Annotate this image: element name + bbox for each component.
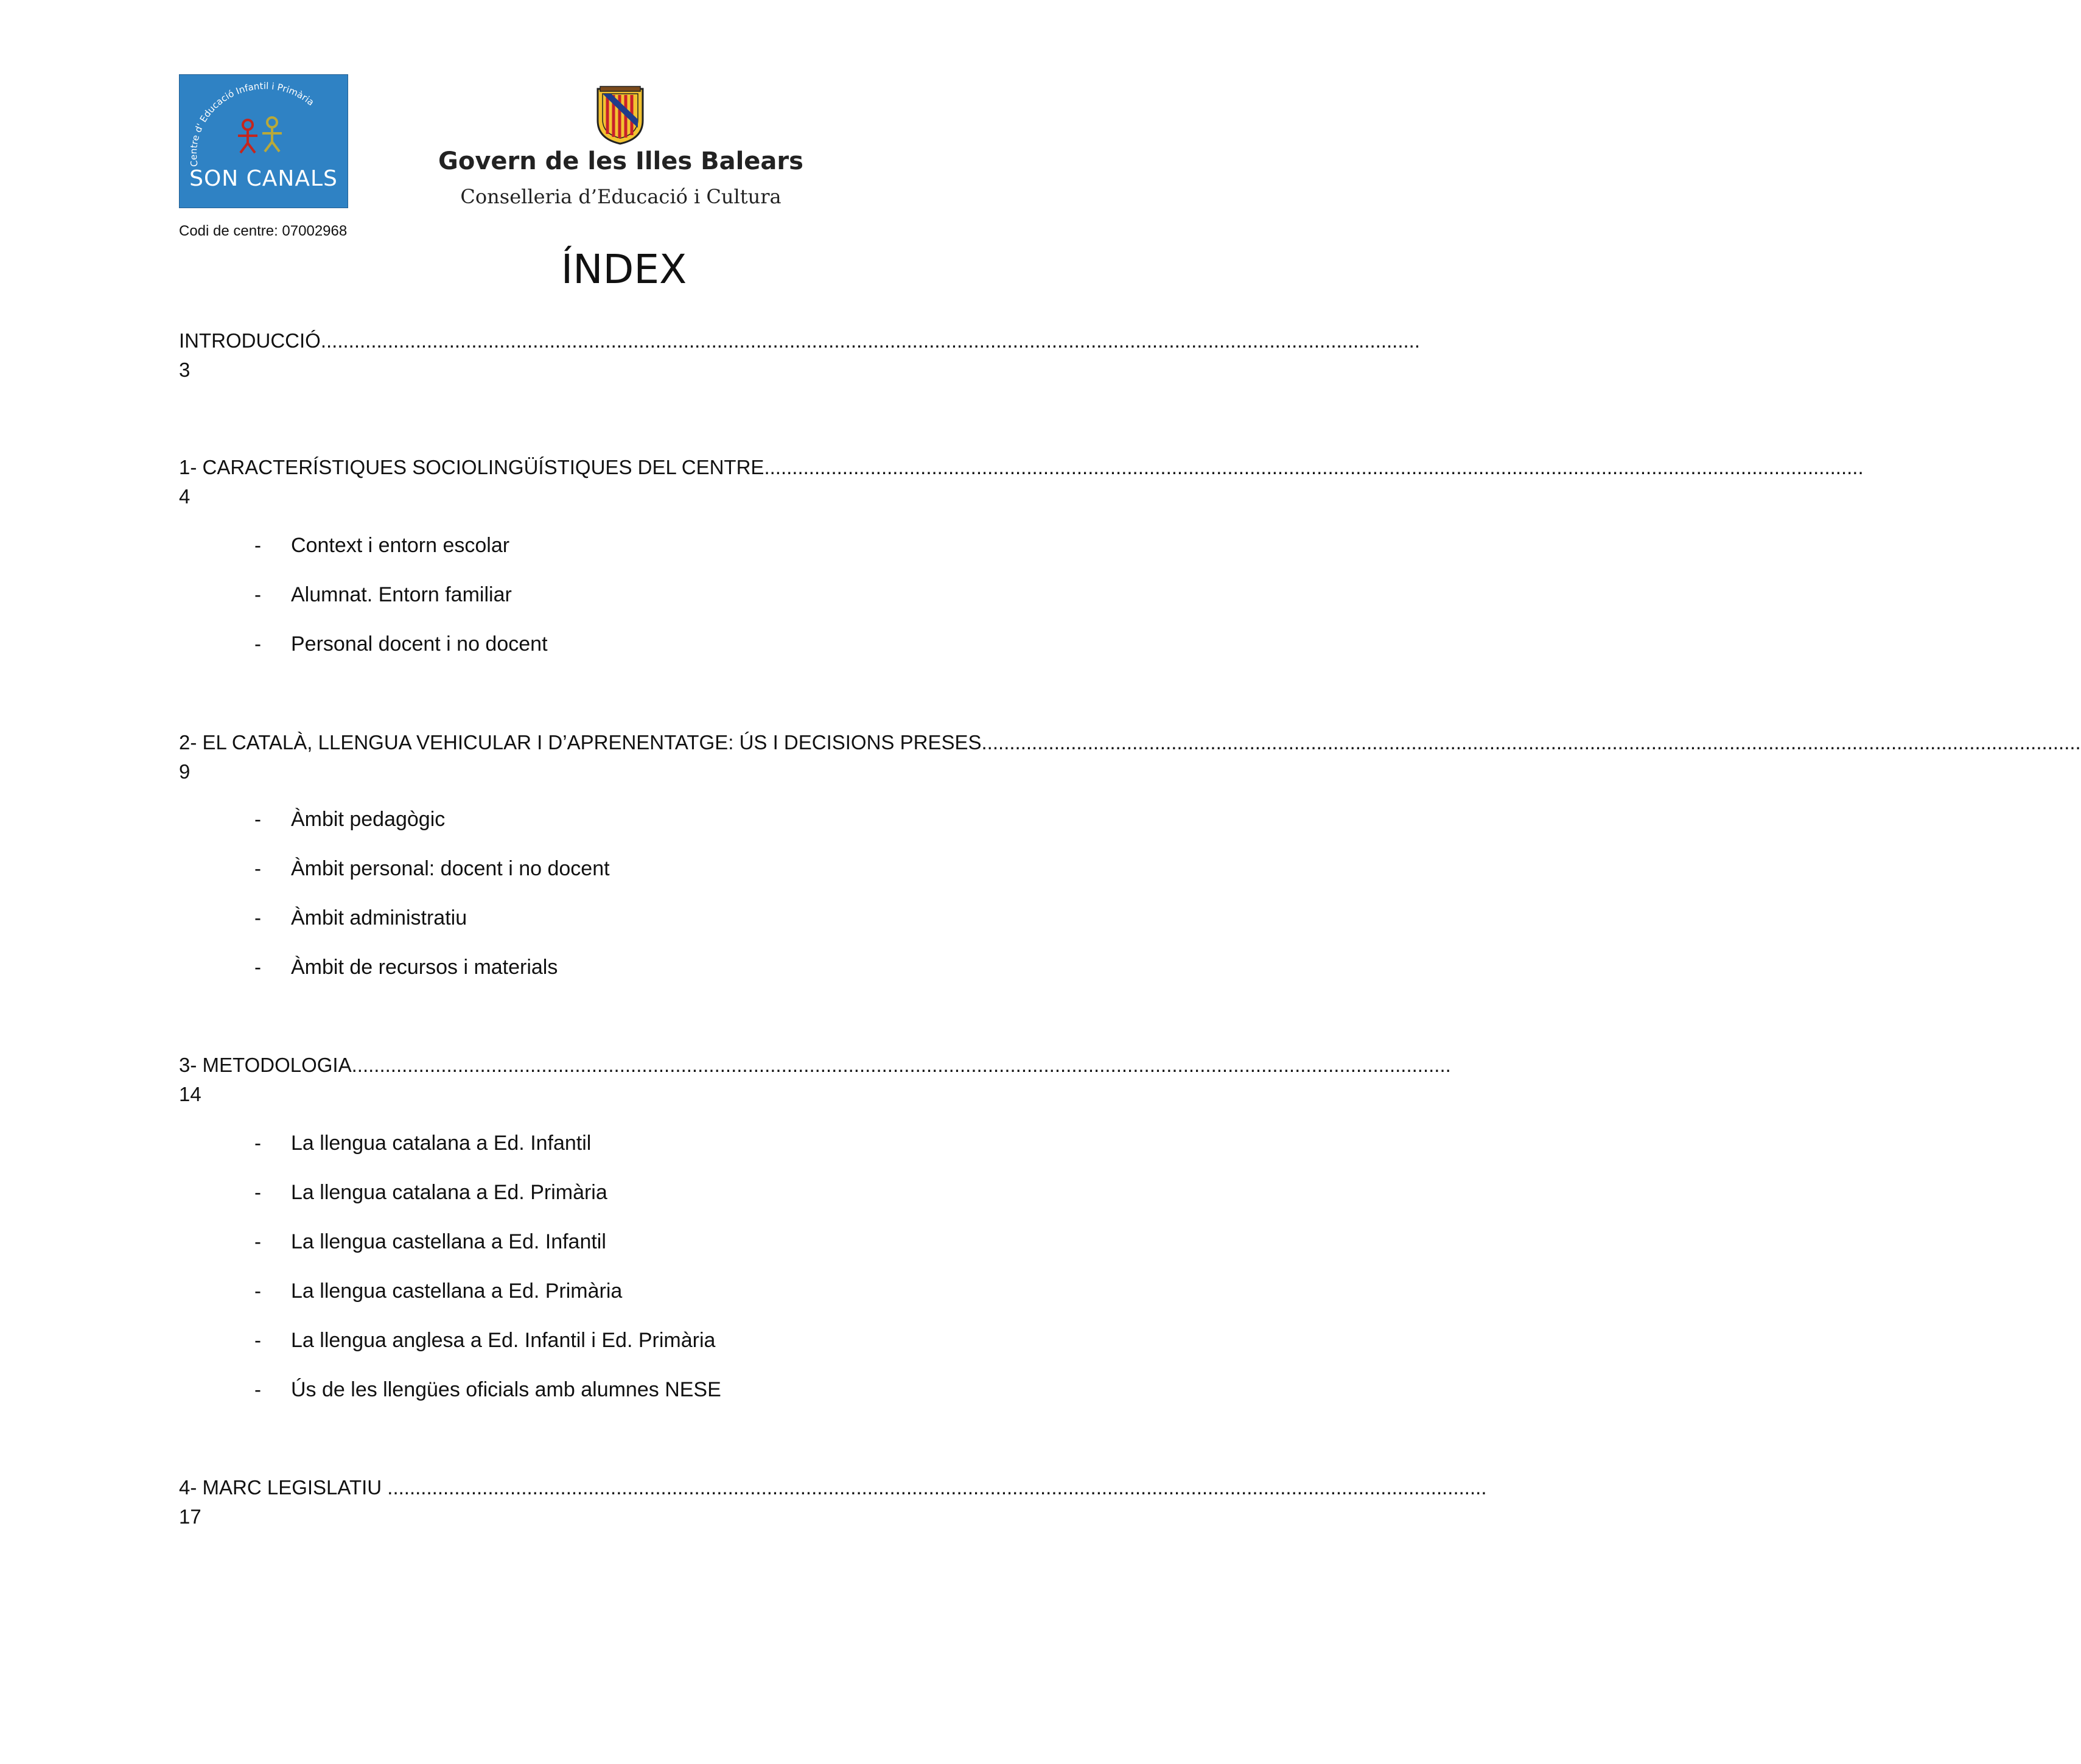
list-dash: - bbox=[254, 632, 261, 655]
school-logo-name: SON CANALS bbox=[189, 166, 338, 191]
toc-subitem[interactable]: La llengua castellana a Ed. Primària bbox=[291, 1279, 623, 1303]
toc-subitem[interactable]: Ús de les llengües oficials amb alumnes NESE bbox=[291, 1378, 721, 1401]
yellow-figure-icon bbox=[262, 117, 282, 152]
toc-subitem[interactable]: La llengua catalana a Ed. Infantil bbox=[291, 1132, 592, 1155]
toc-leader: ..................................................................................................................................................................................................... bbox=[981, 731, 2081, 754]
toc-page-number: 17 bbox=[179, 1505, 201, 1528]
toc-subitem[interactable]: La llengua catalana a Ed. Primària bbox=[291, 1181, 607, 1204]
school-logo bbox=[179, 74, 348, 208]
toc-heading: 3- METODOLOGIA bbox=[179, 1054, 352, 1076]
list-dash: - bbox=[254, 583, 261, 606]
toc-heading: 2- EL CATALÀ, LLENGUA VEHICULAR I D’APRENENTATGE: ÚS I DECISIONS PRESES bbox=[179, 731, 982, 754]
toc-entry-introduccio[interactable] bbox=[179, 329, 1421, 353]
toc-heading: INTRODUCCIÓ bbox=[179, 329, 321, 352]
list-dash: - bbox=[254, 534, 261, 556]
toc-subitem[interactable]: Personal docent i no docent bbox=[291, 632, 548, 656]
red-figure-icon bbox=[238, 120, 257, 153]
toc-entry-section-2[interactable] bbox=[179, 730, 2081, 755]
list-dash: - bbox=[254, 1279, 261, 1302]
toc-leader: ..................................................................................................................................................................................................... bbox=[351, 1054, 1451, 1076]
list-dash: - bbox=[254, 808, 261, 830]
government-title: Govern de les Illes Balears bbox=[438, 147, 803, 175]
list-dash: - bbox=[254, 1181, 261, 1203]
toc-heading: 1- CARACTERÍSTIQUES SOCIOLINGÜÍSTIQUES DEL CENTRE bbox=[179, 456, 764, 478]
school-logo-arc-text: Centre d' Educació Infantil i Primària bbox=[187, 80, 317, 168]
toc-subitem[interactable]: Context i entorn escolar bbox=[291, 534, 510, 557]
list-dash: - bbox=[254, 906, 261, 929]
toc-entry-section-1[interactable] bbox=[179, 455, 1864, 480]
toc-entry-section-4[interactable] bbox=[179, 1475, 1487, 1500]
list-dash: - bbox=[254, 1378, 261, 1401]
list-dash: - bbox=[254, 956, 261, 978]
toc-subitem[interactable]: La llengua castellana a Ed. Infantil bbox=[291, 1230, 606, 1253]
toc-subitem[interactable]: La llengua anglesa a Ed. Infantil i Ed. Primària bbox=[291, 1329, 716, 1352]
list-dash: - bbox=[254, 857, 261, 880]
list-dash: - bbox=[254, 1230, 261, 1253]
toc-page-number: 3 bbox=[179, 359, 191, 381]
toc-subitem[interactable]: Àmbit de recursos i materials bbox=[291, 956, 558, 979]
toc-leader: ..................................................................................................................................................................................................... bbox=[320, 329, 1421, 352]
list-dash: - bbox=[254, 1329, 261, 1351]
toc-page-number: 4 bbox=[179, 485, 191, 508]
toc-leader: ..................................................................................................................................................................................................... bbox=[387, 1476, 1487, 1499]
list-dash: - bbox=[254, 1132, 261, 1154]
toc-page-number: 9 bbox=[179, 760, 191, 783]
page-title: ÍNDEX bbox=[561, 246, 687, 293]
coat-of-arms-icon bbox=[593, 85, 648, 146]
toc-subitem[interactable]: Àmbit personal: docent i no docent bbox=[291, 857, 610, 880]
government-subtitle: Conselleria d’Educació i Cultura bbox=[460, 185, 782, 208]
toc-subitem[interactable]: Alumnat. Entorn familiar bbox=[291, 583, 512, 606]
toc-page-number: 14 bbox=[179, 1083, 201, 1105]
toc-heading: 4- MARC LEGISLATIU bbox=[179, 1476, 388, 1499]
toc-subitem[interactable]: Àmbit administratiu bbox=[291, 906, 467, 929]
toc-leader: ..................................................................................................................................................................................................... bbox=[764, 456, 1864, 478]
centre-code: Codi de centre: 07002968 bbox=[179, 223, 348, 239]
toc-subitem[interactable]: Àmbit pedagògic bbox=[291, 808, 446, 831]
toc-entry-section-3[interactable] bbox=[179, 1053, 1451, 1077]
